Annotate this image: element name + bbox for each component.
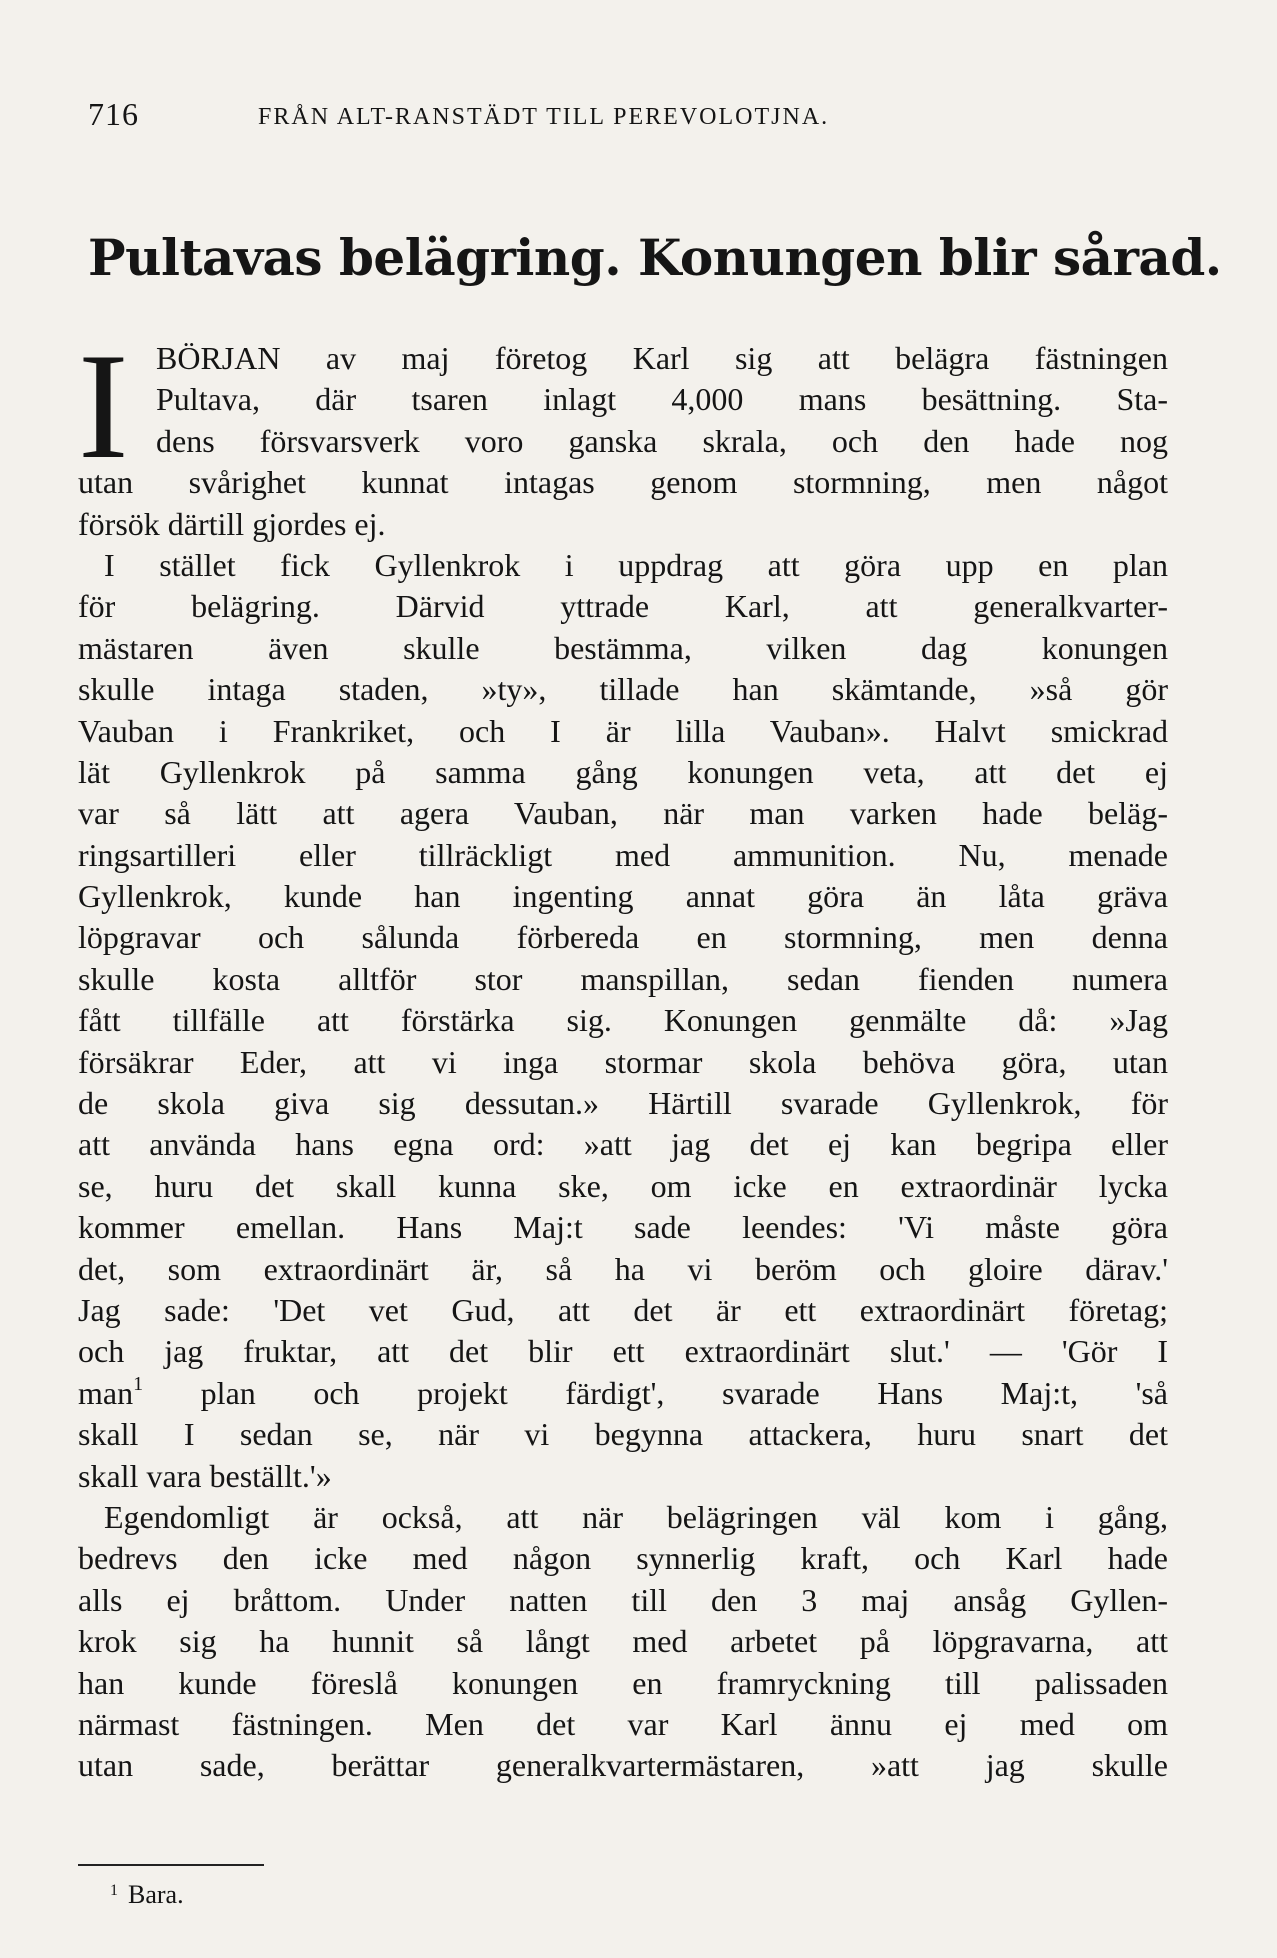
text-fragment: plan och projekt färdigt', svarade Hans Maj:t, 'så [143, 1374, 1168, 1411]
text-fragment: man [78, 1374, 134, 1411]
footnote-text: Bara. [128, 1880, 184, 1909]
text-line: Pultava, där tsaren inlagt 4,000 mans besättning. Sta- [156, 381, 1168, 418]
drop-cap: I [78, 322, 129, 490]
text-line: bedrevs den icke med någon synnerlig kraft, och Karl hade [78, 1540, 1168, 1577]
text-line: att använda hans egna ord: »att jag det ej kan begripa eller [78, 1126, 1168, 1163]
text-line: skulle kosta alltför stor manspillan, sedan fienden numera [78, 960, 1168, 997]
text-line: Gyllenkrok, kunde han ingenting annat göra än låta gräva [78, 878, 1168, 915]
page-number: 716 [88, 96, 139, 132]
text-line: utan sade, berättar generalkvartermästaren, »att jag skulle [78, 1747, 1168, 1784]
footnote-reference[interactable]: 1 [133, 1372, 144, 1395]
text-line: mästaren även skulle bestämma, vilken dag konungen [78, 629, 1168, 666]
text-line: försök därtill gjordes ej. [78, 505, 386, 542]
text-line: det, som extraordinärt är, så ha vi beröm och gloire därav.' [78, 1250, 1168, 1287]
text-line: se, huru det skall kunna ske, om icke en extraordinär lycka [78, 1167, 1168, 1204]
text-line: försäkrar Eder, att vi inga stormar skola behöva göra, utan [78, 1043, 1168, 1080]
text-line: närmast fästningen. Men det var Karl ännu ej med om [78, 1705, 1168, 1742]
text-line: alls ej bråttom. Under natten till den 3 maj ansåg Gyllen- [78, 1581, 1168, 1618]
text-line: krok sig ha hunnit så långt med arbetet på löpgravarna, att [78, 1623, 1168, 1660]
text-line: de skola giva sig dessutan.» Härtill svarade Gyllenkrok, för [78, 1085, 1168, 1122]
chapter-title: Pultavas belägring. Konungen blir sårad. [88, 228, 1222, 287]
text-line: ringsartilleri eller tillräckligt med ammunition. Nu, menade [78, 836, 1168, 873]
text-line: Egendomligt är också, att när belägringen väl kom i gång, [104, 1498, 1168, 1535]
running-title: FRÅN ALT-RANSTÄDT TILL PEREVOLOTJNA. [258, 104, 830, 130]
text-line: BÖRJAN av maj företog Karl sig att belägra fästningen [156, 340, 1168, 376]
text-line: Vauban i Frankriket, och I är lilla Vauban». Halvt smickrad [78, 712, 1168, 749]
text-line: kommer emellan. Hans Maj:t sade leendes: 'Vi måste göra [78, 1209, 1168, 1246]
text-line: utan svårighet kunnat intagas genom stormning, men något [78, 464, 1168, 501]
text-line-with-footnote [78, 1373, 1168, 1414]
running-head [88, 96, 1168, 140]
text-line: skall I sedan se, när vi begynna attackera, huru snart det [78, 1416, 1168, 1453]
text-line: Jag sade: 'Det vet Gud, att det är ett extraordinärt företag; [78, 1291, 1168, 1328]
text-line: och jag fruktar, att det blir ett extraordinärt slut.' — 'Gör I [78, 1333, 1168, 1370]
footnote-marker: 1 [110, 1882, 118, 1899]
text-line: var så lätt att agera Vauban, när man varken hade beläg- [78, 795, 1168, 832]
text-line: lät Gyllenkrok på samma gång konungen veta, att det ej [78, 753, 1168, 790]
text-line: dens försvarsverk voro ganska skrala, och den hade nog [156, 422, 1168, 459]
footnote [110, 1880, 184, 1910]
text-line: för belägring. Därvid yttrade Karl, att generalkvarter- [78, 588, 1168, 625]
text-line: han kunde föreslå konungen en framryckning till palissaden [78, 1664, 1168, 1701]
text-line: löpgravar och sålunda förbereda en stormning, men denna [78, 919, 1168, 956]
text-line: skall vara beställt.'» [78, 1457, 332, 1494]
text-line: skulle intaga staden, »ty», tillade han skämtande, »så gör [78, 671, 1168, 708]
footnote-divider [78, 1864, 264, 1866]
text-line: fått tillfälle att förstärka sig. Konungen genmälte då: »Jag [78, 1002, 1168, 1039]
body-text [78, 322, 1168, 1787]
text-line: I stället fick Gyllenkrok i uppdrag att göra upp en plan [104, 546, 1168, 583]
